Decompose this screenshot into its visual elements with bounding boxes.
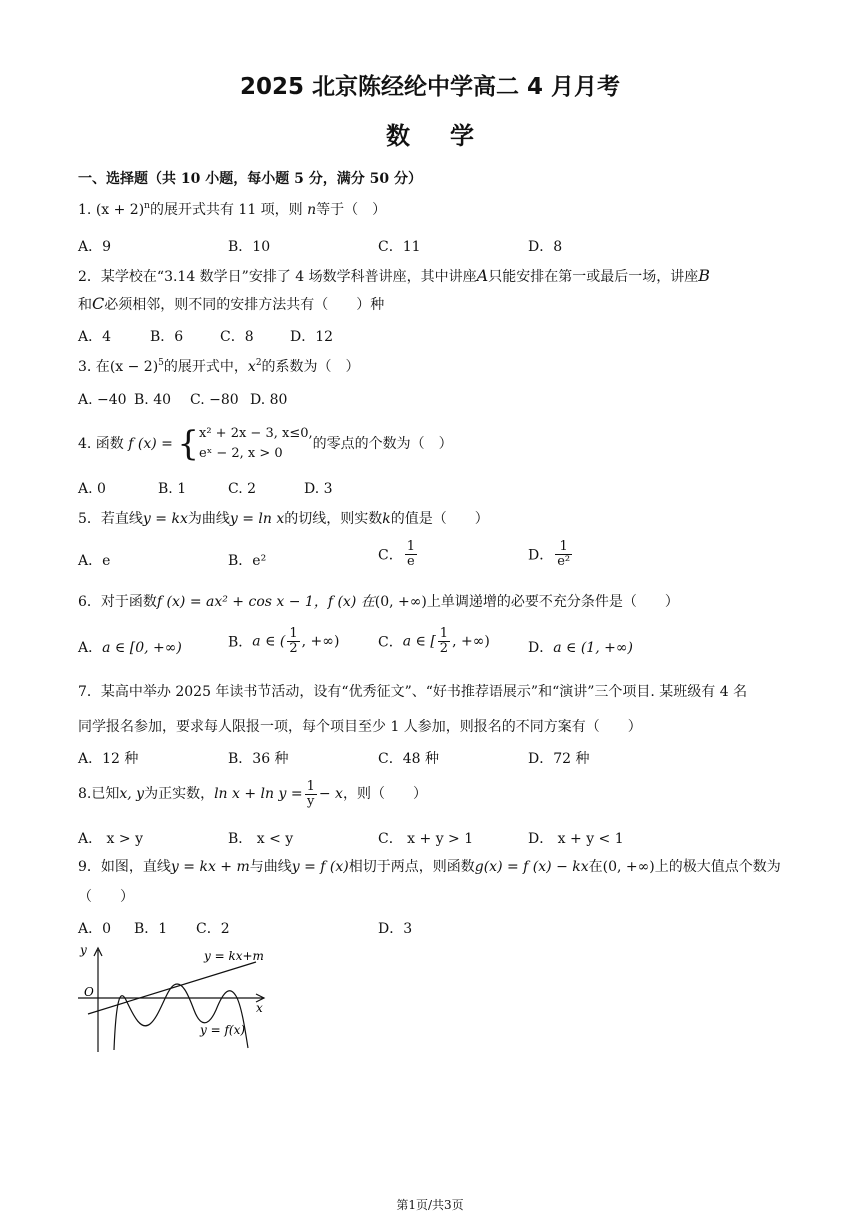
q6-text-3: 上单调递增的必要不充分条件是（ ） — [426, 594, 679, 610]
q9-option-b: B．1 — [134, 921, 168, 937]
question-2-line-1 — [78, 266, 710, 287]
question-3 — [78, 357, 360, 377]
y-label: y — [80, 943, 87, 957]
q6-option-b-post: , +∞) — [301, 633, 340, 650]
q6-b-den: 2 — [289, 641, 298, 656]
q2-text-1: 2．某学校在“3.14 数学日”安排了 4 场数学科普讲座，其中讲座 — [78, 269, 477, 285]
q5-c-num: 1 — [406, 539, 415, 554]
q9-text-3: 相切于两点，则函数 — [348, 859, 475, 875]
q2-var-b: B — [698, 266, 710, 285]
curve-f — [114, 984, 248, 1050]
q6-interval: (0, +∞) — [374, 594, 427, 610]
q5-text-3: 的切线，则实数 — [284, 511, 383, 527]
q4-case-1: x² + 2x − 3, x≤0, — [199, 426, 313, 441]
tangent-line — [88, 962, 256, 1014]
q1-option-d: D．8 — [528, 239, 563, 255]
q1-exponent: n — [144, 201, 150, 211]
x-label: x — [256, 1001, 263, 1015]
q9-text-2: 与曲线 — [249, 859, 292, 875]
q5-curve: y = ln x — [229, 511, 285, 527]
q7-option-d: D．72 种 — [528, 751, 590, 767]
question-5 — [78, 509, 489, 529]
question-1 — [78, 200, 386, 220]
curve-label: y = f(x) — [200, 1023, 246, 1037]
q8-eq-2: − x — [318, 786, 343, 802]
q6-function: f (x) = ax² + cos x − 1， — [156, 594, 328, 610]
line-label: y = kx+m — [204, 949, 264, 963]
q4-brace-icon: { — [177, 424, 199, 464]
question-8 — [78, 776, 427, 812]
q3-option-c: C. −80 — [190, 392, 239, 408]
q5-option-a: A．e — [78, 553, 111, 569]
q8-f-den: y — [307, 793, 315, 809]
q5-option-c-fraction — [405, 540, 417, 569]
q2-text-3: 和 — [78, 297, 92, 313]
q5-option-c-label: C． — [378, 547, 403, 564]
q1-number: 1. — [78, 202, 92, 218]
q1-text-end: 等于（ ） — [316, 202, 387, 218]
question-7-line-1: 7．某高中举办 2025 年读书节活动，设有“优秀征文”、“好书推荐语展示”和“演讲”三个项目. 某班级有 4 名 — [78, 684, 748, 700]
q9-option-a: A．0 — [78, 921, 112, 937]
q3-term-exponent: 2 — [255, 358, 262, 368]
q8-text-2: 为正实数， — [144, 786, 215, 802]
q2-var-c: C — [92, 294, 105, 313]
q8-option-b: B． x < y — [228, 831, 294, 847]
q6-text-1: 6．对于函数 — [78, 594, 157, 610]
q6-option-c-pre: a ∈ [ — [402, 633, 436, 650]
question-9-line-1 — [78, 857, 781, 877]
q2-option-d: D．12 — [290, 329, 334, 345]
origin-label: O — [84, 985, 94, 999]
q8-fraction — [305, 780, 317, 809]
q5-option-c — [378, 540, 419, 569]
q3-number: 3. 在 — [78, 359, 110, 375]
q4-function: f (x) = — [128, 436, 173, 452]
q3-option-b: B. 40 — [134, 392, 172, 408]
q2-text-2: 只能安排在第一或最后一场，讲座 — [488, 269, 699, 285]
q6-option-d-label: D． — [528, 640, 554, 656]
q8-f-num: 1 — [306, 778, 315, 794]
q3-text: 的展开式中， — [163, 359, 248, 375]
q1-text: 的展开式共有 11 项，则 — [149, 202, 303, 218]
q8-text-1: 8.已知 — [78, 786, 120, 802]
q7-option-c: C．48 种 — [378, 751, 439, 767]
q5-option-d-label: D． — [528, 547, 554, 564]
q4-case-2: eˣ − 2, x > 0 — [199, 446, 283, 461]
q4-text: 的零点的个数为（ ） — [312, 436, 453, 452]
q4-piecewise — [199, 424, 313, 464]
q6-c-num: 1 — [439, 626, 449, 641]
q6-option-b-fraction — [287, 627, 299, 656]
q9-text-1: 9．如图，直线 — [78, 859, 171, 875]
q5-option-d-fraction — [555, 540, 572, 569]
q9-text-4: 在 — [588, 859, 603, 875]
q5-d-den: e² — [557, 554, 571, 569]
question-6 — [78, 592, 679, 612]
q9-text-5: 上的极大值点个数为 — [654, 859, 781, 875]
q1-variable: n — [307, 202, 317, 218]
question-4 — [78, 424, 453, 464]
q8-option-a: A． x > y — [78, 831, 143, 847]
question-7-line-2: 同学报名参加，要求每人限报一项，每个项目至少 1 人参加，则报名的不同方案有（ ） — [78, 719, 642, 735]
q3-text-end: 的系数为（ ） — [261, 359, 360, 375]
subject-title: 数学 — [386, 122, 514, 150]
q9-curve: y = f (x) — [291, 859, 349, 875]
q2-text-4: 必须相邻，则不同的安排方法共有（ ）种 — [104, 297, 385, 313]
q3-option-a: A. −40 — [78, 392, 127, 408]
q1-base: (x + 2) — [95, 202, 145, 218]
q4-option-a: A. 0 — [78, 481, 106, 497]
q9-option-c: C．2 — [196, 921, 230, 937]
q2-option-b: B．6 — [150, 329, 184, 345]
section-heading: 一、选择题（共 10 小题，每小题 5 分，满分 50 分） — [78, 171, 422, 187]
q7-option-b: B．36 种 — [228, 751, 289, 767]
q9-interval: (0, +∞) — [602, 859, 655, 875]
q5-option-b-label: B． — [228, 553, 253, 569]
q6-option-b-pre: a ∈ ( — [252, 633, 286, 650]
q6-option-c-post: , +∞) — [452, 633, 490, 650]
q5-option-b — [228, 550, 266, 570]
q6-option-c-fraction — [438, 627, 450, 656]
q9-option-d: D．3 — [378, 921, 413, 937]
page-footer: 第1页/共3页 — [396, 1198, 464, 1212]
q8-text-3: ，则（ ） — [342, 786, 427, 802]
q6-c-den: 2 — [439, 641, 449, 656]
q7-option-a: A．12 种 — [78, 751, 139, 767]
q6-option-a-label: A． — [78, 640, 103, 656]
q4-option-d: D. 3 — [304, 481, 333, 497]
q4-option-c: C. 2 — [228, 481, 257, 497]
q6-option-d — [528, 637, 633, 657]
q5-option-d — [528, 540, 574, 569]
question-9-line-2: （ ） — [78, 889, 134, 905]
q1-option-c: C．11 — [378, 239, 421, 255]
q8-option-c: C． x + y > 1 — [378, 831, 474, 847]
q3-option-d: D. 80 — [250, 392, 288, 408]
q2-option-a: A．4 — [78, 329, 112, 345]
q9-line: y = kx + m — [170, 859, 250, 875]
q3-exponent: 5 — [158, 358, 164, 368]
q2-option-c: C．8 — [220, 329, 254, 345]
q8-vars: x, y — [119, 786, 145, 802]
q5-c-den: e — [407, 554, 415, 569]
question-2-line-2 — [78, 294, 384, 315]
q1-option-a: A．9 — [78, 239, 112, 255]
q5-line: y = kx — [142, 511, 188, 527]
q6-b-num: 1 — [289, 626, 298, 641]
q5-text-4: 的值是（ ） — [390, 511, 489, 527]
q5-text-2: 为曲线 — [187, 511, 230, 527]
q5-option-b-value: e² — [252, 553, 267, 569]
q9-g: g(x) = f (x) − kx — [474, 859, 589, 875]
q1-option-b: B．10 — [228, 239, 271, 255]
q3-base: (x − 2) — [109, 359, 159, 375]
q6-option-c-label: C． — [378, 634, 403, 651]
q9-figure — [76, 940, 276, 1055]
q2-var-a: A — [476, 266, 489, 285]
q5-var: k — [382, 511, 391, 527]
q4-number: 4. 函数 — [78, 436, 124, 452]
q6-option-c — [378, 627, 490, 656]
q4-option-b: B. 1 — [158, 481, 187, 497]
q3-term: x — [247, 359, 256, 375]
q8-option-d: D． x + y < 1 — [528, 831, 624, 847]
q5-text-1: 5．若直线 — [78, 511, 143, 527]
q6-option-a-value: a ∈ [0, +∞) — [102, 640, 182, 656]
page-title: 2025 北京陈经纶中学高二 4 月月考 — [239, 74, 621, 100]
q6-option-b — [228, 627, 339, 656]
q6-option-a — [78, 637, 182, 657]
q6-option-b-label: B． — [228, 634, 253, 651]
q6-text-2: f (x) 在 — [327, 594, 375, 610]
q8-eq-1: ln x + ln y = — [214, 786, 303, 802]
q5-d-num: 1 — [555, 540, 572, 555]
q6-option-d-value: a ∈ (1, +∞) — [553, 640, 633, 656]
